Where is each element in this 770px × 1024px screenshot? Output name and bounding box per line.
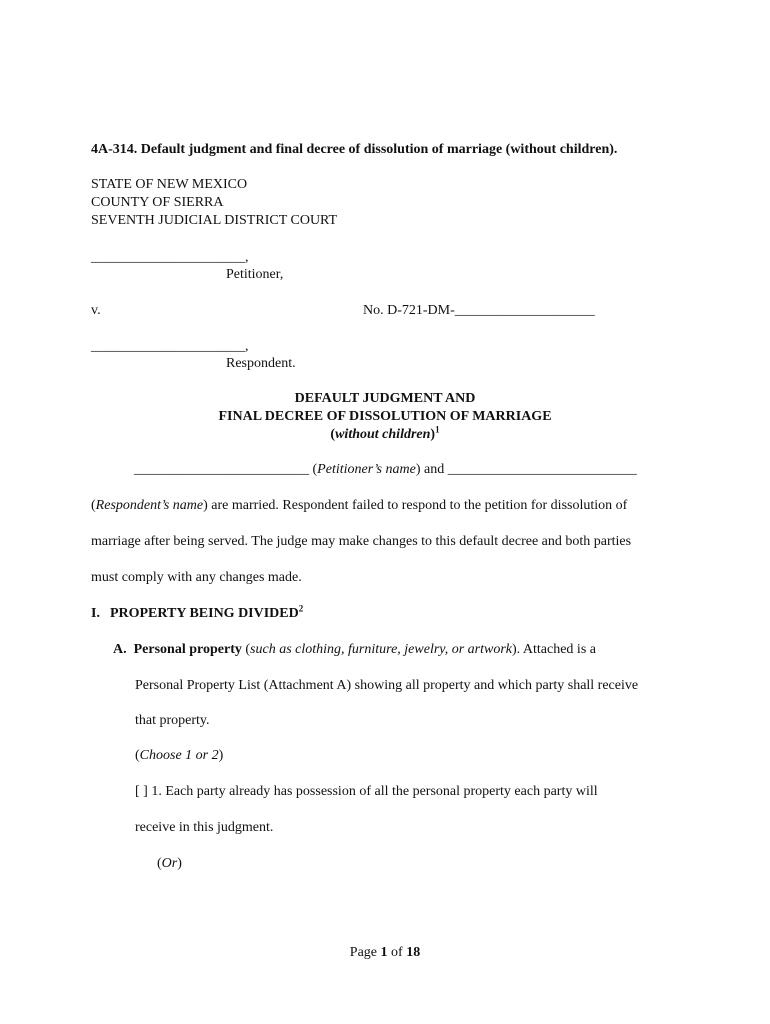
- item-a-line-1: A. Personal property (such as clothing, furniture, jewelry, or artwork). Attached is a: [113, 642, 596, 657]
- respondent-label: Respondent.: [226, 356, 296, 371]
- page-footer: Page 1 of 18: [349, 945, 421, 960]
- form-heading: 4A-314. Default judgment and final decree of dissolution of marriage (without children).: [91, 142, 618, 157]
- court-state: STATE OF NEW MEXICO: [91, 177, 248, 192]
- petitioner-name-blank: ______________________,: [91, 250, 249, 265]
- title-line-3: (without children)$^1$: [330, 424, 440, 442]
- option-1-line-1: [ ] 1. Each party already has possession of all the personal property each party will: [135, 784, 598, 799]
- item-a-line-3: that property.: [135, 713, 210, 728]
- intro-line-1: _________________________ (Petitioner’s name) and ___________________________: [134, 462, 637, 477]
- intro-line-2: (Respondent’s name) are married. Respondent failed to respond to the petition for dissolution of: [91, 498, 628, 513]
- title-line-1: DEFAULT JUDGMENT AND: [294, 391, 476, 406]
- or-separator: (Or): [157, 856, 182, 871]
- court-district: SEVENTH JUDICIAL DISTRICT COURT: [91, 213, 338, 228]
- respondent-name-blank: ______________________,: [91, 339, 249, 354]
- option-1-line-2: receive in this judgment.: [135, 820, 274, 835]
- petitioner-label: Petitioner,: [226, 267, 284, 282]
- choose-instruction: (Choose 1 or 2): [135, 748, 224, 763]
- item-a-line-2: Personal Property List (Attachment A) showing all property and which party shall receive: [135, 678, 639, 693]
- versus: v.: [91, 303, 101, 318]
- section-1-heading: I. PROPERTY BEING DIVIDED$^2$: [91, 603, 304, 621]
- title-line-2: FINAL DECREE OF DISSOLUTION OF MARRIAGE: [218, 409, 552, 424]
- footnote-ref-1: 1: [435, 424, 440, 435]
- footnote-ref-2: 2: [298, 603, 304, 614]
- intro-line-3: marriage after being served. The judge may make changes to this default decree and both parties: [91, 534, 632, 549]
- intro-line-4: must comply with any changes made.: [91, 570, 302, 585]
- case-number: No. D-721-DM-____________________: [363, 303, 595, 318]
- court-county: COUNTY OF SIERRA: [91, 195, 224, 210]
